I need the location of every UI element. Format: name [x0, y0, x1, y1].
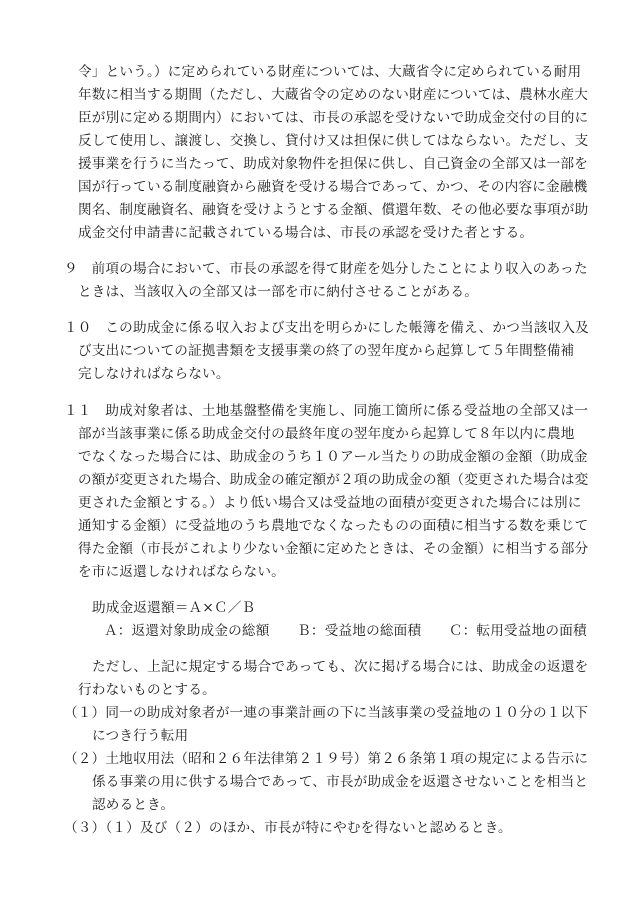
- text-line: 通知する金額）に受益地のうち農地でなくなったものの面積に相当する数を乗じて: [78, 518, 589, 534]
- text-line: 完しなければならない。: [78, 366, 230, 382]
- text-line: 更された金額とする。）より低い場合又は受益地の面積が変更された場合には別に: [78, 495, 582, 511]
- text-line: ただし、上記に規定する場合であっても、次に掲げる場合には、助成金の返還を: [92, 659, 589, 675]
- text-line: 臣が別に定める期間内）においては、市長の承認を受けないで助成金交付の目的に: [78, 110, 589, 126]
- text-line: 援事業を行うに当たって、助成対象物件を担保に供し、自己資金の全部又は一部を: [78, 156, 589, 172]
- formula-line: 助成金返還額＝Ａ×Ｃ／Ｂ: [92, 600, 256, 616]
- text-line: 認めるとき。: [92, 797, 175, 813]
- text-line: び支出についての証拠書類を支援事業の終了の翌年度から起算して５年間整備補: [78, 343, 575, 359]
- text-line: 部が当該事業に係る助成金交付の最終年度の翌年度から起算して８年以内に農地: [78, 426, 575, 442]
- text-line: ９ 前項の場合において、市長の承認を得て財産を処分したことにより収入のあった: [64, 261, 588, 277]
- text-line: １１ 助成対象者は、土地基盤整備を実施し、同施工箇所に係る受益地の全部又は一: [64, 403, 589, 419]
- text-line: 国が行っている制度融資から融資を受ける場合であって、かつ、その内容に金融機: [78, 179, 588, 195]
- text-line: 係る事業の用に供する場合であって、市長が助成金を返還させないことを相当と: [92, 774, 589, 790]
- exception-item-1: （１）同一の助成対象者が一連の事業計画の下に当該事業の受益地の１０分の１以下: [64, 705, 589, 721]
- formula-legend: Ａ：返還対象助成金の総額 Ｂ：受益地の総面積 Ｃ：転用受益地の面積: [104, 623, 587, 639]
- text-line: 令」という。）に定められている財産については、大蔵省令に定められている耐用: [78, 64, 582, 80]
- text-line: 成金交付申請書に記載されている場合は、市長の承認を受けた者とする。: [78, 225, 534, 241]
- text-line: 反して使用し、譲渡し、交換し、貸付け又は担保に供してはならない。ただし、支: [78, 133, 589, 149]
- text-line: につき行う転用: [92, 728, 189, 744]
- text-line: １０ この助成金に係る収入および支出を明らかにした帳簿を備え、かつ当該収入及: [64, 320, 589, 336]
- text-line: 得た金額（市長がこれより少ない金額に定めたときは、その金額）に相当する部分: [78, 541, 589, 557]
- text-line: の額が変更された場合、助成金の確定額が２項の助成金の額（変更された場合は変: [78, 472, 589, 488]
- exception-item-2: （２）土地収用法（昭和２６年法律第２１９号）第２６条第１項の規定による告示に: [64, 751, 589, 767]
- text-line: を市に返還しなければならない。: [78, 564, 285, 580]
- text-line: 行わないものとする。: [78, 682, 216, 698]
- text-line: ときは、当該収入の全部又は一部を市に納付させることがある。: [78, 284, 479, 300]
- exception-item-3: （３）（１）及び（２）のほか、市長が特にやむを得ないと認めるとき。: [64, 820, 512, 836]
- text-line: 年数に相当する期間（ただし、大蔵省令の定めのない財産については、農林水産大: [78, 87, 589, 103]
- text-line: でなくなった場合には、助成金のうち１０アール当たりの助成金額の金額（助成金: [78, 449, 588, 465]
- text-line: 関名、制度融資名、融資を受けようとする金額、償還年数、その他必要な事項が助: [78, 202, 589, 218]
